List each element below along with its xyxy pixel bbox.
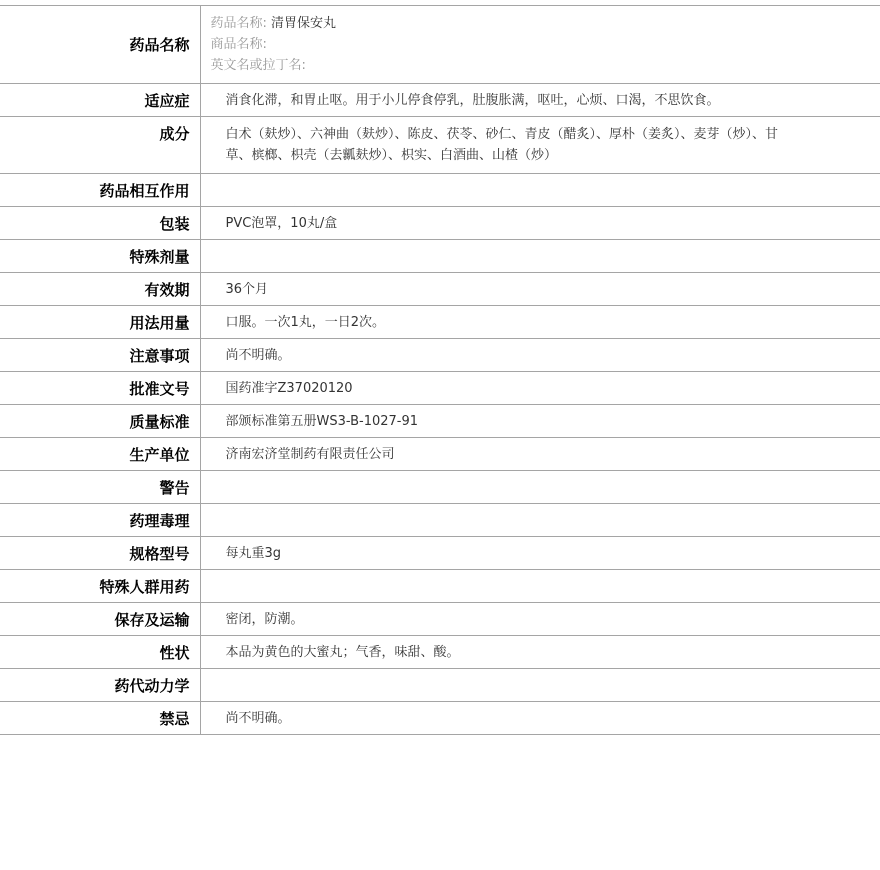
row-label: 生产单位	[0, 438, 200, 471]
row-label: 特殊人群用药	[0, 570, 200, 603]
row-label: 禁忌	[0, 702, 200, 735]
table-row	[0, 339, 880, 372]
table-row	[0, 273, 880, 306]
row-value	[200, 174, 880, 207]
row-label: 药理毒理	[0, 504, 200, 537]
english-name-key: 英文名或拉丁名:	[210, 58, 306, 73]
table-row	[0, 207, 880, 240]
row-label: 规格型号	[0, 537, 200, 570]
drug-name-key: 药品名称:	[210, 16, 267, 31]
row-label: 警告	[0, 471, 200, 504]
row-value	[200, 471, 880, 504]
table-row	[0, 702, 880, 735]
row-label: 注意事项	[0, 339, 200, 372]
row-value	[200, 504, 880, 537]
row-label: 用法用量	[0, 306, 200, 339]
trade-name-key: 商品名称:	[210, 37, 267, 52]
table-row	[0, 405, 880, 438]
row-value: 尚不明确。	[200, 702, 880, 735]
row-label: 药代动力学	[0, 669, 200, 702]
table-row	[0, 471, 880, 504]
table-row	[0, 372, 880, 405]
row-value: 白术（麸炒）、六神曲（麸炒）、陈皮、茯苓、砂仁、青皮（醋炙）、厚朴（姜炙）、麦芽（炒）、甘草、槟榔、枳壳（去瓤麸炒）、枳实、白酒曲、山楂（炒）	[200, 117, 880, 174]
row-value	[200, 570, 880, 603]
drug-name-cell	[200, 6, 880, 84]
row-value: 36个月	[200, 273, 880, 306]
table-row	[0, 117, 880, 174]
row-label: 特殊剂量	[0, 240, 200, 273]
row-value	[200, 240, 880, 273]
row-label: 成分	[0, 117, 200, 174]
row-value: 尚不明确。	[200, 339, 880, 372]
row-value: 口服。一次1丸，一日2次。	[200, 306, 880, 339]
table-row	[0, 603, 880, 636]
drug-info-table	[0, 5, 880, 735]
table-row	[0, 306, 880, 339]
row-value: 密闭，防潮。	[200, 603, 880, 636]
row-value	[200, 669, 880, 702]
row-value: 消食化滞，和胃止呕。用于小儿停食停乳，肚腹胀满，呕吐，心烦、口渴，不思饮食。	[200, 84, 880, 117]
row-label: 药品相互作用	[0, 174, 200, 207]
row-label: 保存及运输	[0, 603, 200, 636]
table-row	[0, 438, 880, 471]
row-label: 批准文号	[0, 372, 200, 405]
table-row	[0, 636, 880, 669]
row-label: 有效期	[0, 273, 200, 306]
table-row	[0, 84, 880, 117]
table-row	[0, 669, 880, 702]
table-row	[0, 570, 880, 603]
table-row	[0, 6, 880, 84]
trade-name-line	[211, 34, 880, 55]
row-value: 每丸重3g	[200, 537, 880, 570]
drug-name-value: 清胃保安丸	[271, 16, 337, 31]
row-value: PVC泡罩，10丸/盒	[200, 207, 880, 240]
drug-name-box	[201, 13, 880, 76]
table-row	[0, 240, 880, 273]
table-row	[0, 537, 880, 570]
row-label: 适应症	[0, 84, 200, 117]
table-row	[0, 174, 880, 207]
row-label: 包装	[0, 207, 200, 240]
row-label: 性状	[0, 636, 200, 669]
row-value: 济南宏济堂制药有限责任公司	[200, 438, 880, 471]
row-label: 质量标准	[0, 405, 200, 438]
row-value: 国药准字Z37020120	[200, 372, 880, 405]
english-name-line	[211, 55, 880, 76]
row-label-drug-name: 药品名称	[0, 6, 200, 84]
drug-name-line	[211, 13, 880, 34]
row-value: 本品为黄色的大蜜丸；气香，味甜、酸。	[200, 636, 880, 669]
row-value: 部颁标准第五册WS3-B-1027-91	[200, 405, 880, 438]
table-row	[0, 504, 880, 537]
